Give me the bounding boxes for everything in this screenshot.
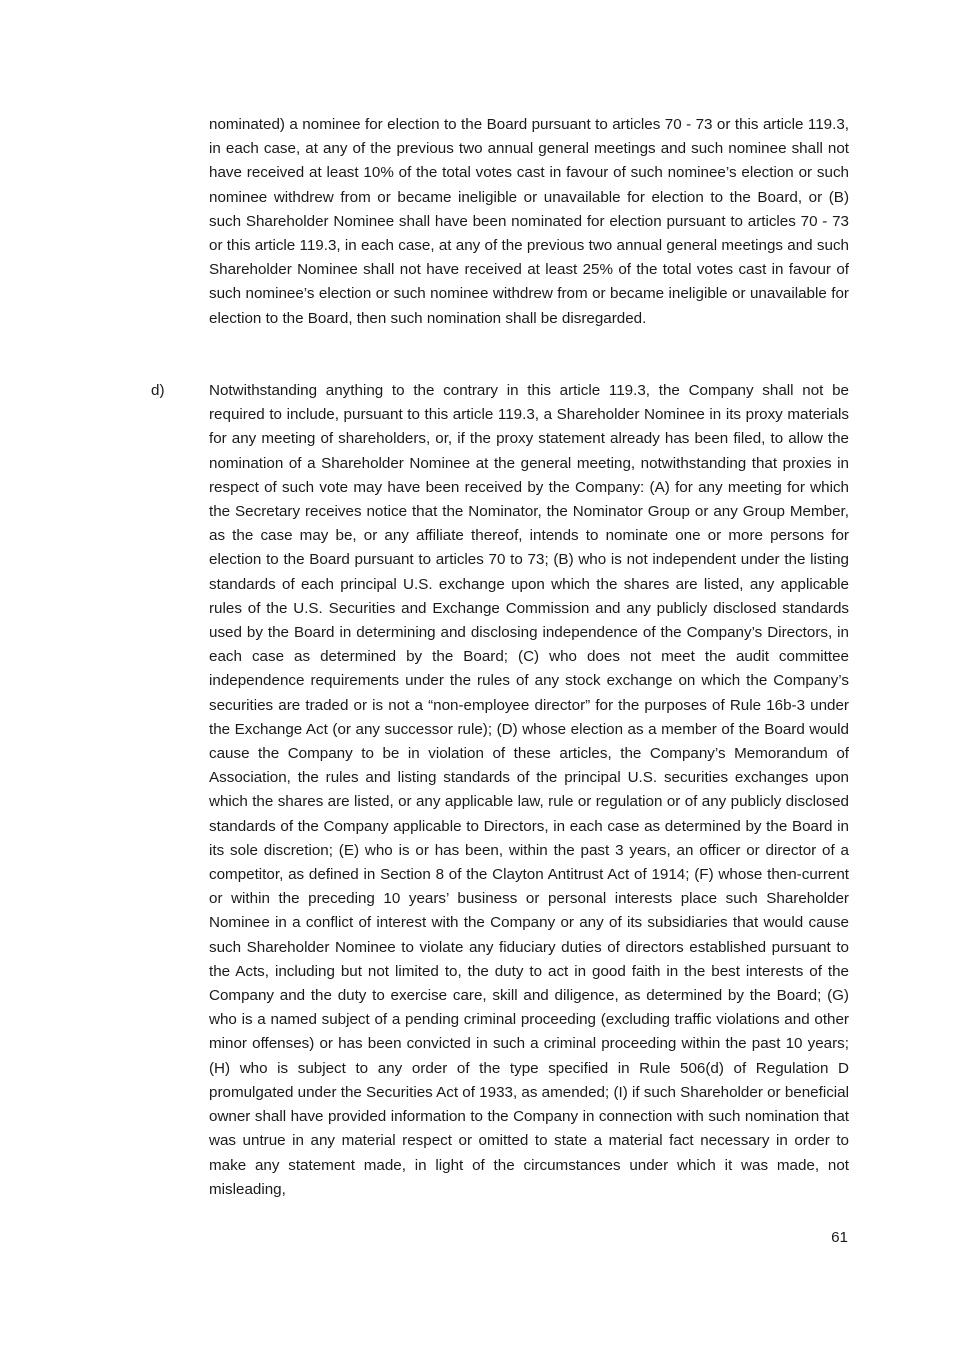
page-number: 61 bbox=[831, 1229, 848, 1246]
item-d-label: d) bbox=[151, 382, 165, 399]
continuation-paragraph: nominated) a nominee for election to the Board pursuant to articles 70 - 73 or this article 119.3, in each case, at any of the previous two annual general meetings and such nominee shall not have received at least 10% of the total votes cast in favour of such nominee’s election or such nominee withdrew from or became ineligible or unavailable for election to the Board, or (B) such Shareholder Nominee shall have been nominated for election pursuant to articles 70 - 73 or this article 119.3, in each case, at any of the previous two annual general meetings and such Shareholder Nominee shall not have received at least 25% of the total votes cast in favour of such nominee’s election or such nominee withdrew from or became ineligible or unavailable for election to the Board, then such nomination shall be disregarded. bbox=[209, 116, 849, 327]
item-d-paragraph: Notwithstanding anything to the contrary in this article 119.3, the Company shall not be required to include, pursuant to this article 119.3, a Shareholder Nominee in its proxy materials for any meeting of shareholders, or, if the proxy statement already has been filed, to allow the nomination of a Shareholder Nominee at the general meeting, notwithstanding that proxies in respect of such vote may have been received by the Company: (A) for any meeting for which the Secretary receives notice that the Nominator, the Nominator Group or any Group Member, as the case may be, or any affiliate thereof, intends to nominate one or more persons for election to the Board pursuant to articles 70 to 73; (B) who is not independent under the listing standards of each principal U.S. exchange upon which the shares are listed, any applicable rules of the U.S. Securities and Exchange Commission and any publicly disclosed standards used by the Board in determining and disclosing independence of the Company’s Directors, in each case as determined by the Board; (C) who does not meet the audit committee independence requirements under the rules of any stock exchange on which the Company’s securities are traded or is not a “non-employee director” for the purposes of Rule 16b-3 under the Exchange Act (or any successor rule); (D) whose election as a member of the Board would cause the Company to be in violation of these articles, the Company’s Memorandum of Association, the rules and listing standards of the principal U.S. securities exchanges upon which the shares are listed, or any applicable law, rule or regulation or of any publicly disclosed standards of the Company applicable to Directors, in each case as determined by the Board in its sole discretion; (E) who is or has been, within the past 3 years, an officer or director of a competitor, as defined in Section 8 of the Clayton Antitrust Act of 1914; (F) whose then-current or within the preceding 10 years’ business or personal interests place such Shareholder Nominee in a conflict of interest with the Company or any of its subsidiaries that would cause such Shareholder Nominee to violate any fiduciary duties of directors established pursuant to the Acts, including but not limited to, the duty to act in good faith in the best interests of the Company and the duty to exercise care, skill and diligence, as determined by the Board; (G) who is a named subject of a pending criminal proceeding (excluding traffic violations and other minor offenses) or has been convicted in such a criminal proceeding within the past 10 years; (H) who is subject to any order of the type specified in Rule 506(d) of Regulation D promulgated under the Securities Act of 1933, as amended; (I) if such Shareholder or beneficial owner shall have provided information to the Company in connection with such nomination that was untrue in any material respect or omitted to state a material fact necessary in order to make any statement made, in light of the circumstances under which it was made, not misleading, bbox=[209, 382, 849, 1198]
